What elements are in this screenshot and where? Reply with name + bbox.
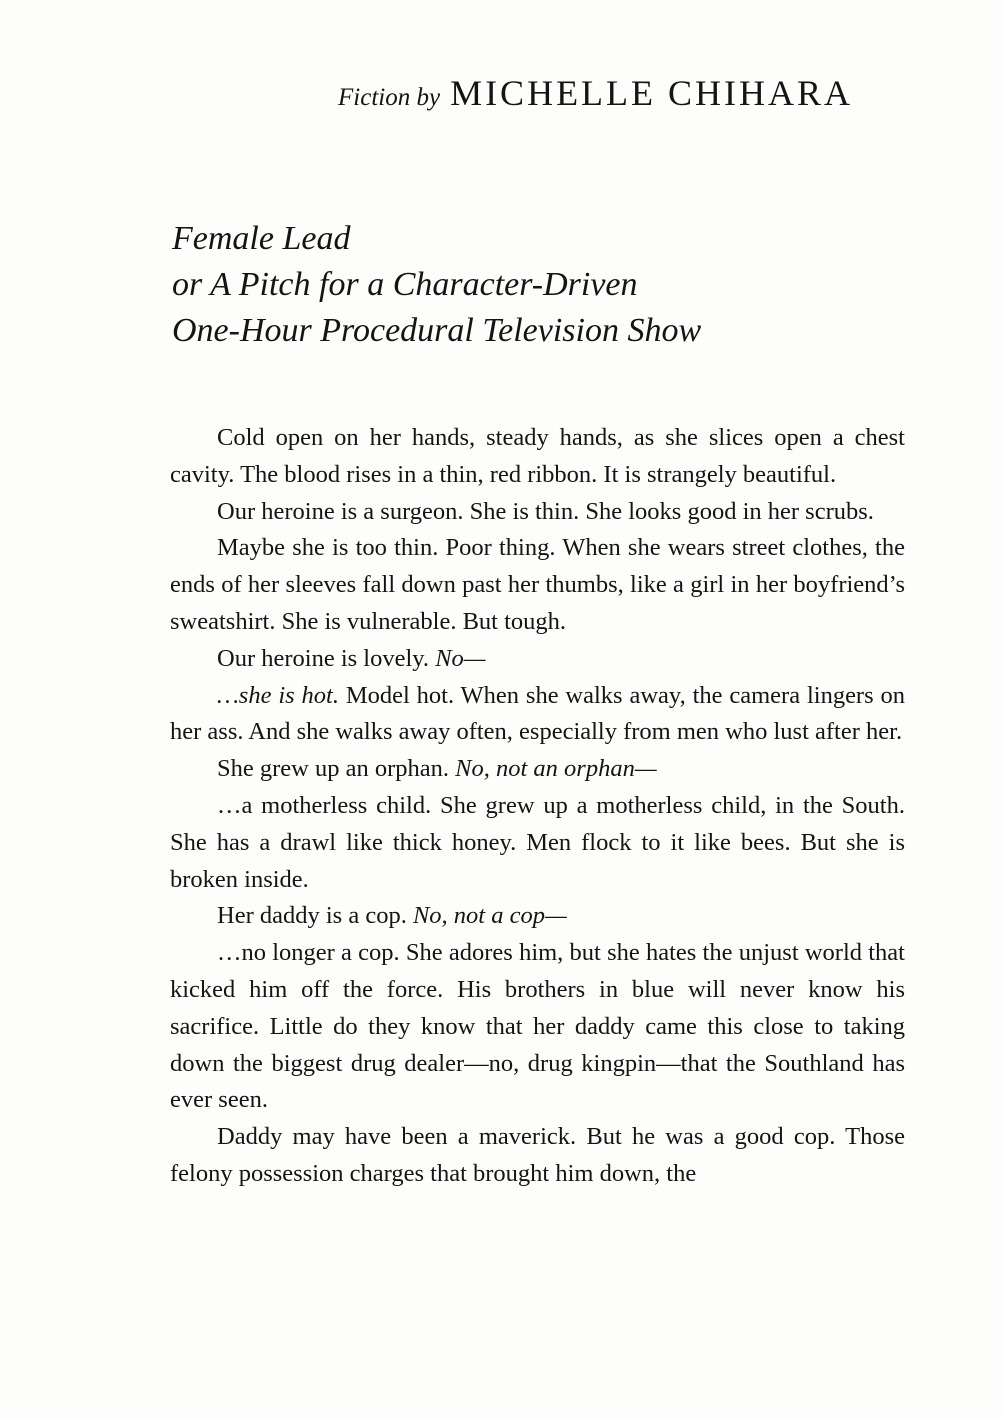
paragraph-italic: No— <box>435 644 486 672</box>
story-title <box>172 216 932 354</box>
paragraph-6 <box>170 751 905 788</box>
paragraph-text: Cold open on her hands, steady hands, as she slices open a chest cavity. The blood rises in a thin, red ribbon. It is strangely beautiful. <box>170 424 905 488</box>
paragraph-text: Her daddy is a cop. <box>217 902 413 930</box>
title-line-1: Female Lead <box>172 220 351 257</box>
paragraph-italic: No, not an orphan— <box>455 755 657 783</box>
paragraph-text: …no longer a cop. She adores him, but she hates the unjust world that kicked him off the force. His brothers in blue will never know his sacrifice. Little do they know that her daddy came this close to taking down the biggest drug dealer—no, drug kingpin—that the Southland has ever seen. <box>170 939 905 1114</box>
paragraph-7 <box>170 788 905 898</box>
byline-label: Fiction by <box>338 84 441 111</box>
title-line-3: One-Hour Procedural Television Show <box>172 312 702 349</box>
byline <box>338 72 853 114</box>
paragraph-text: Our heroine is lovely. <box>217 644 436 672</box>
page-bottom-edge <box>0 1406 1003 1420</box>
paragraph-3 <box>170 530 905 640</box>
paragraph-text: She grew up an orphan. <box>217 755 456 783</box>
title-line-2: or A Pitch for a Character-Driven <box>172 266 638 303</box>
paragraph-9 <box>170 935 905 1119</box>
paragraph-text: …a motherless child. She grew up a motherless child, in the South. She has a drawl like thick honey. Men flock to it like bees. But she is broken inside. <box>170 791 905 893</box>
paragraph-text: Maybe she is too thin. Poor thing. When she wears street clothes, the ends of her sleeves fall down past her thumbs, like a girl in her boyfriend’s sweatshirt. She is vulnerable. But tough. <box>170 534 905 635</box>
paragraph-4 <box>170 641 905 678</box>
paragraph-text: Our heroine is a surgeon. She is thin. She looks good in her scrubs. <box>217 497 874 525</box>
author-name: MICHELLE CHIHARA <box>450 73 854 113</box>
paragraph-2 <box>170 494 905 531</box>
paragraph-10 <box>170 1119 905 1193</box>
story-body <box>170 420 905 1193</box>
paragraph-italic: No, not a cop— <box>412 902 567 930</box>
paragraph-1 <box>170 420 905 494</box>
paragraph-text: Daddy may have been a maverick. But he was a good cop. Those felony possession charges that brought him down, the <box>170 1123 905 1187</box>
paragraph-8 <box>170 898 905 935</box>
paragraph-5 <box>170 678 905 752</box>
paragraph-italic-lead: …she is hot. <box>217 681 339 709</box>
paragraph-text: Model hot. When she walks away, the camera lingers on her ass. And she walks away often, especially from men who lust after her. <box>170 681 906 746</box>
